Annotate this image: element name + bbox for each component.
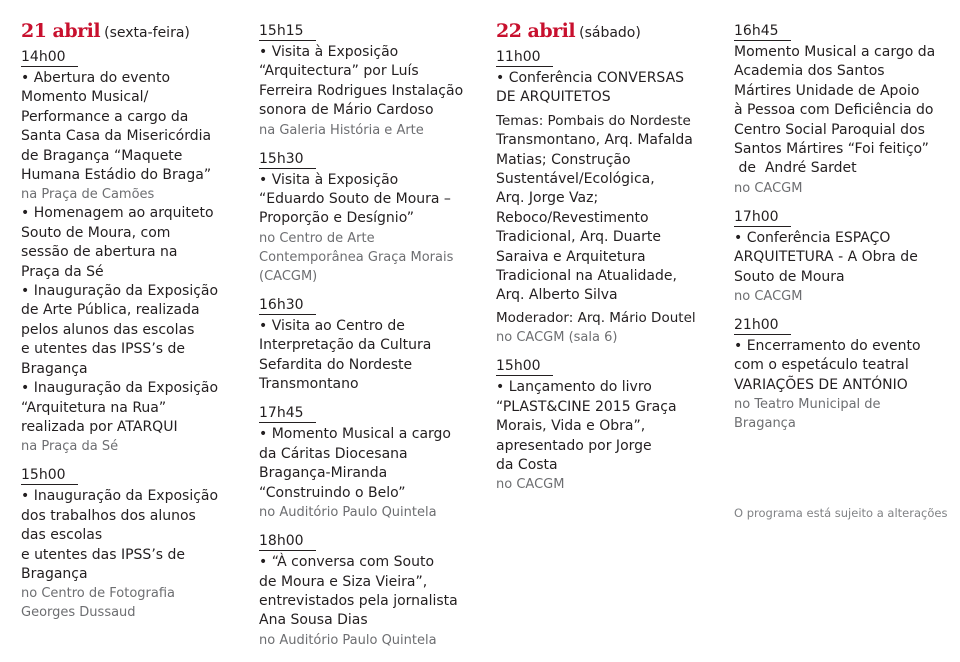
event-line: e utentes das IPSS’s de [21, 546, 186, 563]
event-line: Bragança [21, 360, 88, 377]
event-themes: Temas: Pombais do Nordeste [496, 112, 691, 129]
event-venue: no Auditório Paulo Quintela [259, 632, 437, 648]
column-day1-continued [259, 20, 481, 658]
event-line: Praça da Sé [21, 263, 104, 280]
event-line: • Lançamento do livro [496, 379, 652, 396]
event-time: 14h00 [21, 48, 78, 67]
day1-weekday: (sexta-feira) [104, 25, 190, 41]
event-time: 15h00 [21, 466, 78, 485]
event-venue: Contemporânea Graça Morais [259, 249, 454, 265]
event-line: DE ARQUITETOS [496, 89, 611, 106]
event-line: pelos alunos das escolas [21, 321, 195, 338]
event-venue: no Centro de Fotografia [21, 586, 176, 602]
event-line: Momento Musical/ [21, 89, 149, 106]
event-time: 16h45 [734, 22, 791, 41]
event-1645 [734, 20, 956, 198]
event-line: Academia dos Santos [734, 63, 885, 80]
event-line: Tradicional, Arq. Duarte [496, 229, 661, 246]
event-line: Proporção e Desígnio” [259, 210, 415, 227]
event-time: 17h00 [734, 208, 791, 227]
event-line: Saraiva e Arquitetura [496, 248, 646, 265]
event-time: 18h00 [259, 532, 316, 551]
event-line: “Construindo o Belo” [259, 484, 406, 501]
event-time: 17h45 [259, 404, 316, 423]
event-time: 15h00 [496, 357, 553, 376]
event-line: • Abertura do evento [21, 70, 171, 86]
column-day1 [21, 20, 247, 630]
event-time: 16h30 [259, 296, 316, 315]
event-line: dos trabalhos dos alunos [21, 507, 196, 524]
event-line: das escolas [21, 527, 103, 544]
event-line: Arq. Jorge Vaz; [496, 190, 599, 207]
event-line: apresentado por Jorge [496, 437, 652, 454]
event-line: Humana Estádio do Braga” [21, 167, 212, 184]
event-line: • Momento Musical a cargo [259, 426, 452, 443]
day1-date: 21 abril [21, 20, 101, 42]
event-time: 15h15 [259, 22, 316, 41]
event-venue: no Auditório Paulo Quintela [259, 505, 437, 521]
event-venue: na Praça de Camões [21, 187, 155, 203]
event-line: de Bragança “Maquete [21, 147, 183, 164]
event-venue: (CACGM) [259, 268, 318, 284]
event-line: “Arquitetura na Rua” [21, 399, 167, 416]
event-line: Sefardita do Nordeste [259, 356, 413, 373]
event-2100 [734, 314, 956, 433]
event-line: e utentes das IPSS’s de [21, 341, 186, 358]
column-day2 [496, 20, 728, 502]
event-line: • Visita à Exposição [259, 44, 399, 60]
day1-header [21, 20, 247, 46]
event-line: • Conferência CONVERSAS [496, 70, 685, 86]
event-1745 [259, 402, 481, 522]
event-line: • Conferência ESPAÇO [734, 229, 891, 246]
event-line: • Visita à Exposição [259, 171, 399, 188]
event-line: Morais, Vida e Obra”, [496, 418, 646, 435]
event-1530 [259, 148, 481, 286]
event-venue: na Galeria História e Arte [259, 122, 424, 138]
event-line: sessão de abertura na [21, 244, 178, 261]
column-day2-continued [734, 20, 956, 441]
event-line: Santa Casa da Misericórdia [21, 128, 212, 145]
event-time: 11h00 [496, 48, 553, 67]
event-1800 [259, 530, 481, 650]
event-line: Bragança-Miranda [259, 465, 388, 482]
event-line: da Cáritas Diocesana [259, 445, 408, 462]
event-line: Souto de Moura [734, 268, 845, 285]
event-line: de Moura e Siza Vieira”, [259, 573, 428, 590]
event-line: Reboco/Revestimento [496, 209, 649, 226]
event-1515 [259, 20, 481, 140]
event-line: de André Sardet [734, 160, 857, 177]
event-venue: no CACGM [734, 180, 803, 196]
event-1100 [496, 46, 728, 347]
event-line: • Inauguração da Exposição [21, 380, 219, 397]
event-line: Transmontano [259, 376, 359, 393]
event-1700 [734, 206, 956, 306]
event-venue: no Centro de Arte [259, 230, 375, 246]
event-line: • Homenagem ao arquiteto [21, 205, 214, 222]
event-line: Bragança [21, 565, 88, 582]
event-line: “Eduardo Souto de Moura – [259, 191, 451, 208]
event-line: à Pessoa com Deficiência do [734, 102, 934, 119]
event-1400 [21, 46, 247, 456]
event-line: Arq. Alberto Silva [496, 287, 618, 304]
event-venue: Georges Dussaud [21, 605, 136, 621]
event-line: de Arte Pública, realizada [21, 302, 200, 319]
event-line: • Inauguração da Exposição [21, 283, 219, 300]
event-line: Momento Musical a cargo da [734, 44, 936, 60]
event-line: • “À conversa com Souto [259, 554, 435, 571]
event-line: • Encerramento do evento [734, 338, 921, 355]
event-venue: no CACGM [496, 477, 565, 493]
event-line: Interpretação da Cultura [259, 337, 432, 354]
event-line: Matias; Construção [496, 151, 631, 168]
event-moderator: Moderador: Arq. Mário Doutel [496, 309, 696, 326]
event-line: da Costa [496, 456, 558, 473]
disclaimer-note: O programa está sujeito a alterações [734, 506, 948, 520]
event-line: Souto de Moura, com [21, 224, 171, 241]
event-line: • Visita ao Centro de [259, 317, 405, 334]
event-line: Sustentável/Ecológica, [496, 171, 655, 188]
event-1630 [259, 294, 481, 395]
event-venue: no CACGM [734, 289, 803, 305]
event-line: Ferreira Rodrigues Instalação [259, 82, 464, 99]
event-line: sonora de Mário Cardoso [259, 102, 434, 119]
event-line: Ana Sousa Dias [259, 612, 368, 629]
event-line: Performance a cargo da [21, 108, 189, 125]
event-venue: na Praça da Sé [21, 439, 119, 455]
event-line: realizada por ATARQUI [21, 418, 178, 435]
event-time: 21h00 [734, 316, 791, 335]
event-day2-1500 [496, 355, 728, 494]
event-line: Santos Mártires “Foi feitiço” [734, 141, 929, 158]
event-line: Centro Social Paroquial dos [734, 121, 925, 138]
event-line: Transmontano, Arq. Mafalda [496, 132, 693, 149]
event-line: VARIAÇÕES DE ANTÓNIO [734, 376, 908, 393]
day2-date: 22 abril [496, 20, 576, 42]
event-line: com o espetáculo teatral [734, 357, 909, 374]
day2-weekday: (sábado) [579, 25, 641, 41]
event-line: • Inauguração da Exposição [21, 488, 219, 505]
event-time: 15h30 [259, 150, 316, 169]
day2-header [496, 20, 728, 46]
event-line: Tradicional na Atualidade, [496, 268, 677, 285]
event-line: Mártires Unidade de Apoio [734, 82, 920, 99]
event-line: “PLAST&CINE 2015 Graça [496, 398, 677, 415]
event-line: ARQUITETURA - A Obra de [734, 249, 918, 266]
event-line: “Arquitectura” por Luís [259, 63, 419, 80]
event-venue: no Teatro Municipal de [734, 397, 881, 413]
event-venue: Bragança [734, 416, 796, 432]
event-line: entrevistados pela jornalista [259, 592, 458, 609]
event-venue: no CACGM (sala 6) [496, 330, 618, 346]
event-1500 [21, 464, 247, 622]
